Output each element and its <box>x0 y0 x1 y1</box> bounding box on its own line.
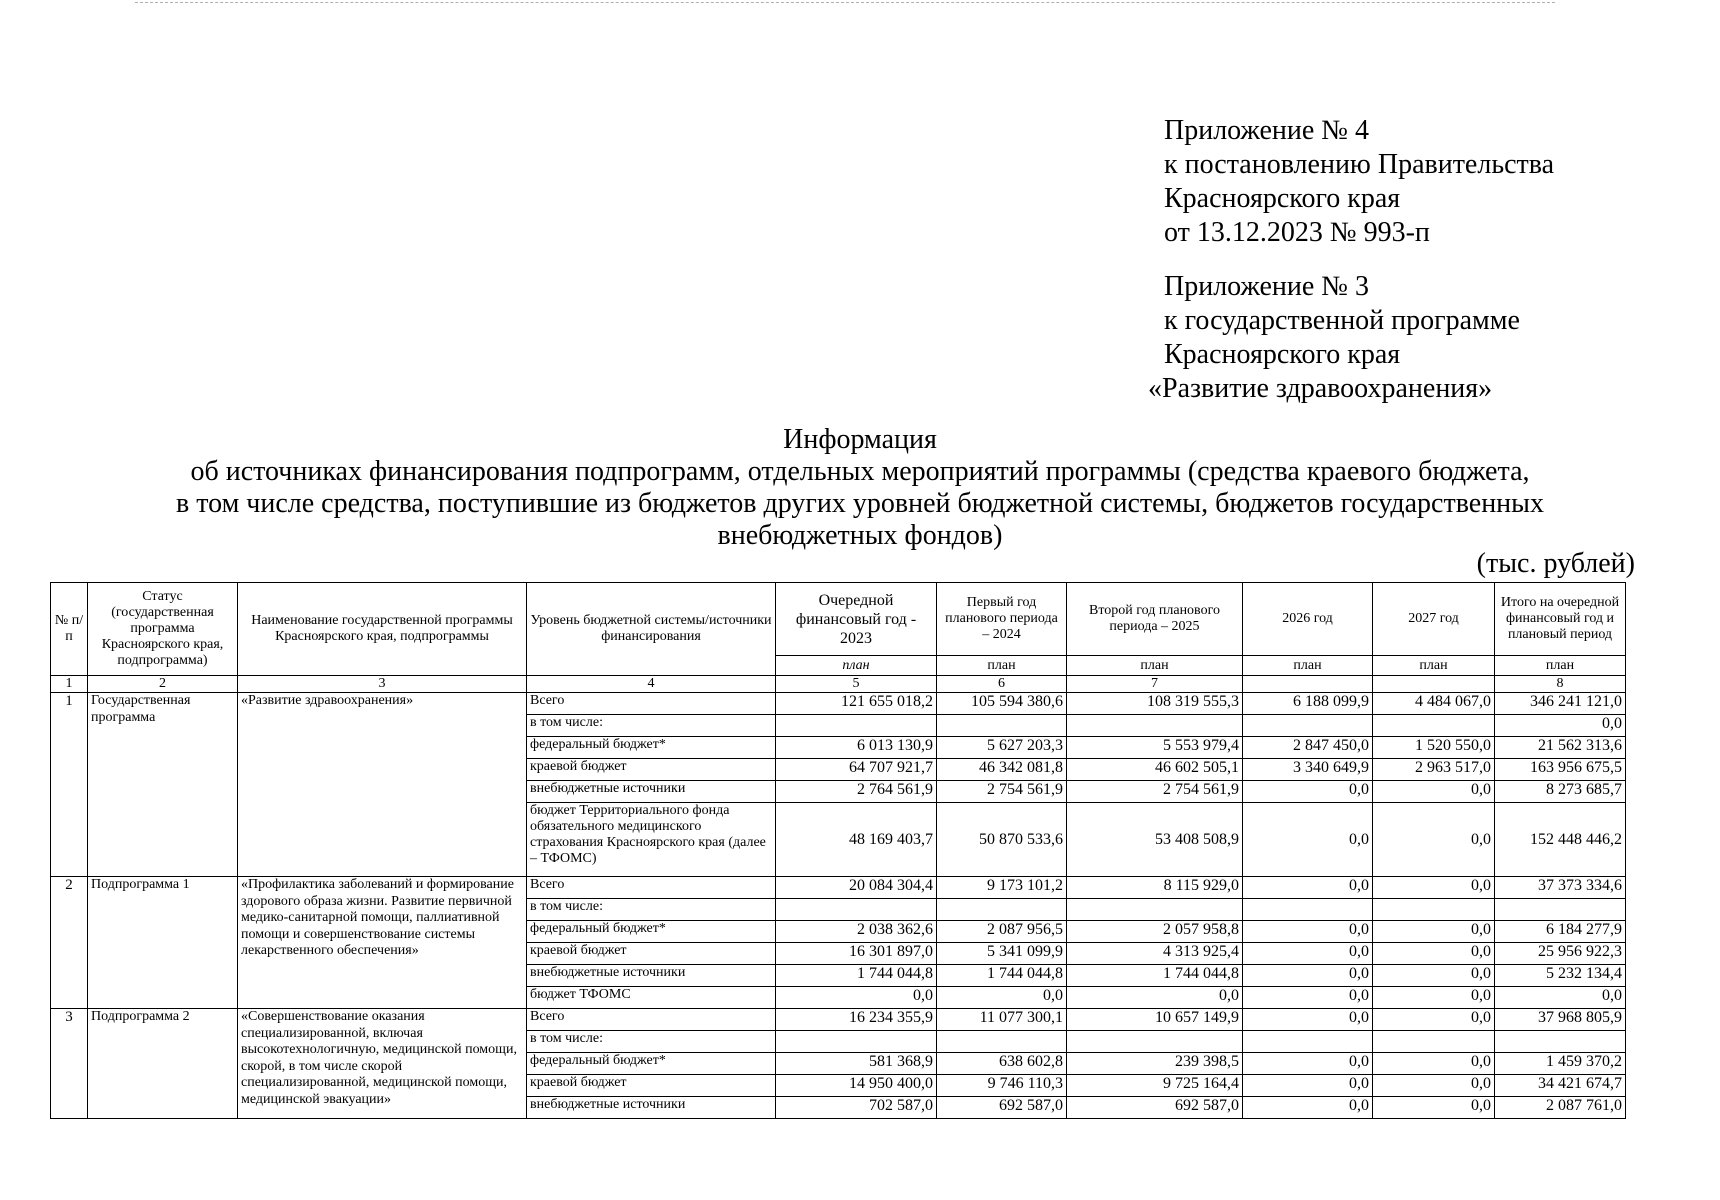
value-cell <box>776 715 937 737</box>
title-line-3: в том числе средства, поступившие из бюджетов других уровней бюджетной системы, бюджетов государственных <box>176 488 1544 519</box>
value-cell: 0,0 <box>1373 1075 1495 1097</box>
value-cell: 53 408 508,9 <box>1067 803 1243 877</box>
plan-2024: план <box>937 656 1067 676</box>
value-cell <box>1373 1031 1495 1053</box>
value-cell: 16 234 355,9 <box>776 1009 937 1031</box>
value-cell: 4 484 067,0 <box>1373 693 1495 715</box>
value-cell <box>1495 899 1626 921</box>
level-cell: бюджет Территориального фонда обязательного медицинского страхования Красноярского края (далее – ТФОМС) <box>527 803 776 877</box>
level-cell: бюджет ТФОМС <box>527 987 776 1009</box>
value-cell: 0,0 <box>1243 803 1373 877</box>
value-cell: 692 587,0 <box>937 1097 1067 1119</box>
header-2023: Очередной финансовый год - 2023 <box>776 583 937 656</box>
value-cell <box>1243 899 1373 921</box>
table-row <box>51 693 1626 715</box>
value-cell: 2 087 956,5 <box>937 921 1067 943</box>
value-cell: 50 870 533,6 <box>937 803 1067 877</box>
block-name: «Профилактика заболеваний и формирование здорового образа жизни. Развитие первичной медико-санитарной помощи, паллиативной помощи и совершенствование системы лекарственного обеспечения» <box>238 877 527 1009</box>
level-cell: Всего <box>527 1009 776 1031</box>
value-cell: 0,0 <box>1373 943 1495 965</box>
table-row <box>51 877 1626 899</box>
units-label: (тыс. рублей) <box>1476 548 1635 579</box>
value-cell: 152 448 446,2 <box>1495 803 1626 877</box>
value-cell: 1 744 044,8 <box>1067 965 1243 987</box>
appendix-4-block <box>1164 114 1554 250</box>
value-cell: 0,0 <box>1495 987 1626 1009</box>
value-cell: 0,0 <box>1243 1097 1373 1119</box>
value-cell: 239 398,5 <box>1067 1053 1243 1075</box>
level-cell: федеральный бюджет* <box>527 1053 776 1075</box>
value-cell: 14 950 400,0 <box>776 1075 937 1097</box>
plan-2026: план <box>1243 656 1373 676</box>
appendix-3-line-4: «Развитие здравоохранения» <box>1148 373 1493 404</box>
value-cell: 346 241 121,0 <box>1495 693 1626 715</box>
value-cell: 702 587,0 <box>776 1097 937 1119</box>
level-cell: внебюджетные источники <box>527 965 776 987</box>
value-cell: 8 273 685,7 <box>1495 781 1626 803</box>
index-cell: 6 <box>937 676 1067 693</box>
value-cell: 2 963 517,0 <box>1373 759 1495 781</box>
value-cell: 1 459 370,2 <box>1495 1053 1626 1075</box>
value-cell <box>776 1031 937 1053</box>
block-num: 3 <box>51 1009 88 1119</box>
level-cell: краевой бюджет <box>527 943 776 965</box>
header-level: Уровень бюджетной системы/источники финансирования <box>527 583 776 676</box>
value-cell: 5 627 203,3 <box>937 737 1067 759</box>
value-cell: 16 301 897,0 <box>776 943 937 965</box>
header-status: Статус (государственная программа Красноярского края, подпрограмма) <box>88 583 238 676</box>
appendix-3-line-1: Приложение № 3 <box>1164 271 1369 302</box>
index-cell: 2 <box>88 676 238 693</box>
header-name: Наименование государственной программы Красноярского края, подпрограммы <box>238 583 527 676</box>
value-cell: 2 847 450,0 <box>1243 737 1373 759</box>
value-cell: 10 657 149,9 <box>1067 1009 1243 1031</box>
index-cell: 8 <box>1495 676 1626 693</box>
value-cell: 6 184 277,9 <box>1495 921 1626 943</box>
value-cell: 0,0 <box>937 987 1067 1009</box>
value-cell: 9 173 101,2 <box>937 877 1067 899</box>
value-cell: 6 013 130,9 <box>776 737 937 759</box>
value-cell <box>776 899 937 921</box>
value-cell: 9 746 110,3 <box>937 1075 1067 1097</box>
block-status: Подпрограмма 1 <box>88 877 238 1009</box>
value-cell: 21 562 313,6 <box>1495 737 1626 759</box>
value-cell <box>1495 1031 1626 1053</box>
value-cell: 105 594 380,6 <box>937 693 1067 715</box>
value-cell: 0,0 <box>1067 987 1243 1009</box>
value-cell: 5 341 099,9 <box>937 943 1067 965</box>
appendix-3-line-2: к государственной программе <box>1164 305 1520 336</box>
index-cell: 3 <box>238 676 527 693</box>
value-cell: 0,0 <box>1373 877 1495 899</box>
value-cell: 581 368,9 <box>776 1053 937 1075</box>
value-cell <box>937 1031 1067 1053</box>
level-cell: в том числе: <box>527 899 776 921</box>
appendix-4-line-3: Красноярского края <box>1164 183 1401 214</box>
value-cell <box>1067 899 1243 921</box>
plan-total: план <box>1495 656 1626 676</box>
value-cell: 0,0 <box>1243 921 1373 943</box>
plan-2027: план <box>1373 656 1495 676</box>
level-cell: Всего <box>527 877 776 899</box>
block-status: Государственная программа <box>88 693 238 877</box>
value-cell: 37 373 334,6 <box>1495 877 1626 899</box>
appendix-3-block <box>1148 270 1520 406</box>
title-line-1: Информация <box>783 424 937 455</box>
level-cell: Всего <box>527 693 776 715</box>
value-cell: 37 968 805,9 <box>1495 1009 1626 1031</box>
level-cell: в том числе: <box>527 715 776 737</box>
value-cell: 1 744 044,8 <box>776 965 937 987</box>
value-cell <box>1373 715 1495 737</box>
index-cell: 1 <box>51 676 88 693</box>
value-cell: 163 956 675,5 <box>1495 759 1626 781</box>
value-cell <box>1067 715 1243 737</box>
value-cell: 0,0 <box>1243 943 1373 965</box>
value-cell: 0,0 <box>1373 1097 1495 1119</box>
value-cell: 2 764 561,9 <box>776 781 937 803</box>
value-cell <box>1067 1031 1243 1053</box>
header-num: № п/п <box>51 583 88 676</box>
value-cell: 46 342 081,8 <box>937 759 1067 781</box>
block-name: «Совершенствование оказания специализированной, включая высокотехнологичную, медицинской помощи, скорой, в том числе скорой специализированной, медицинской помощи, медицинской эвакуации» <box>238 1009 527 1119</box>
value-cell <box>937 715 1067 737</box>
value-cell: 0,0 <box>1243 1053 1373 1075</box>
header-2025: Второй год планового периода – 2025 <box>1067 583 1243 656</box>
value-cell: 0,0 <box>776 987 937 1009</box>
value-cell <box>937 899 1067 921</box>
value-cell: 0,0 <box>1243 781 1373 803</box>
appendix-4-line-2: к постановлению Правительства <box>1164 149 1555 180</box>
value-cell: 0,0 <box>1243 987 1373 1009</box>
appendix-4-line-1: Приложение № 4 <box>1164 115 1369 146</box>
index-cell: 5 <box>776 676 937 693</box>
value-cell: 48 169 403,7 <box>776 803 937 877</box>
value-cell: 3 340 649,9 <box>1243 759 1373 781</box>
block-status: Подпрограмма 2 <box>88 1009 238 1119</box>
value-cell: 692 587,0 <box>1067 1097 1243 1119</box>
block-num: 2 <box>51 877 88 1009</box>
value-cell <box>1373 899 1495 921</box>
value-cell: 8 115 929,0 <box>1067 877 1243 899</box>
value-cell: 2 754 561,9 <box>1067 781 1243 803</box>
value-cell: 0,0 <box>1373 803 1495 877</box>
block-num: 1 <box>51 693 88 877</box>
value-cell: 2 754 561,9 <box>937 781 1067 803</box>
value-cell: 0,0 <box>1243 965 1373 987</box>
value-cell: 2 038 362,6 <box>776 921 937 943</box>
table-body <box>51 693 1626 1119</box>
level-cell: краевой бюджет <box>527 759 776 781</box>
value-cell: 64 707 921,7 <box>776 759 937 781</box>
value-cell: 0,0 <box>1243 877 1373 899</box>
value-cell <box>1243 1031 1373 1053</box>
scan-top-border <box>135 2 1555 3</box>
financing-table <box>50 582 1626 1119</box>
header-2024: Первый год планового периода – 2024 <box>937 583 1067 656</box>
index-cell: 7 <box>1067 676 1243 693</box>
level-cell: федеральный бюджет* <box>527 921 776 943</box>
document-title <box>100 424 1620 552</box>
value-cell: 2 087 761,0 <box>1495 1097 1626 1119</box>
index-cell <box>1373 676 1495 693</box>
index-row <box>51 676 1626 693</box>
value-cell: 121 655 018,2 <box>776 693 937 715</box>
value-cell: 1 520 550,0 <box>1373 737 1495 759</box>
value-cell: 34 421 674,7 <box>1495 1075 1626 1097</box>
level-cell: внебюджетные источники <box>527 1097 776 1119</box>
value-cell: 4 313 925,4 <box>1067 943 1243 965</box>
appendix-4-line-4: от 13.12.2023 № 993-п <box>1164 217 1430 248</box>
value-cell: 2 057 958,8 <box>1067 921 1243 943</box>
index-cell: 4 <box>527 676 776 693</box>
value-cell: 0,0 <box>1373 987 1495 1009</box>
value-cell: 46 602 505,1 <box>1067 759 1243 781</box>
header-total: Итого на очередной финансовый год и плановый период <box>1495 583 1626 656</box>
value-cell: 0,0 <box>1243 1009 1373 1031</box>
value-cell: 0,0 <box>1243 1075 1373 1097</box>
level-cell: внебюджетные источники <box>527 781 776 803</box>
value-cell <box>1243 715 1373 737</box>
block-name: «Развитие здравоохранения» <box>238 693 527 877</box>
value-cell: 0,0 <box>1373 1053 1495 1075</box>
table-row <box>51 1009 1626 1031</box>
plan-2023: план <box>776 656 937 676</box>
value-cell: 0,0 <box>1495 715 1626 737</box>
value-cell: 1 744 044,8 <box>937 965 1067 987</box>
value-cell: 0,0 <box>1373 781 1495 803</box>
level-cell: федеральный бюджет* <box>527 737 776 759</box>
value-cell: 0,0 <box>1373 1009 1495 1031</box>
level-cell: краевой бюджет <box>527 1075 776 1097</box>
appendix-3-line-3: Красноярского края <box>1164 339 1401 370</box>
value-cell: 20 084 304,4 <box>776 877 937 899</box>
header-2027: 2027 год <box>1373 583 1495 656</box>
value-cell: 25 956 922,3 <box>1495 943 1626 965</box>
header-2026: 2026 год <box>1243 583 1373 656</box>
table-header <box>51 583 1626 693</box>
value-cell: 11 077 300,1 <box>937 1009 1067 1031</box>
value-cell: 5 232 134,4 <box>1495 965 1626 987</box>
level-cell: в том числе: <box>527 1031 776 1053</box>
value-cell: 638 602,8 <box>937 1053 1067 1075</box>
title-line-4: внебюджетных фондов) <box>717 520 1003 551</box>
value-cell: 0,0 <box>1373 921 1495 943</box>
value-cell: 0,0 <box>1373 965 1495 987</box>
value-cell: 5 553 979,4 <box>1067 737 1243 759</box>
index-cell <box>1243 676 1373 693</box>
value-cell: 108 319 555,3 <box>1067 693 1243 715</box>
title-line-2: об источниках финансирования подпрограмм, отдельных мероприятий программы (средства краевого бюджета, <box>190 456 1530 487</box>
value-cell: 9 725 164,4 <box>1067 1075 1243 1097</box>
plan-2025: план <box>1067 656 1243 676</box>
value-cell: 6 188 099,9 <box>1243 693 1373 715</box>
